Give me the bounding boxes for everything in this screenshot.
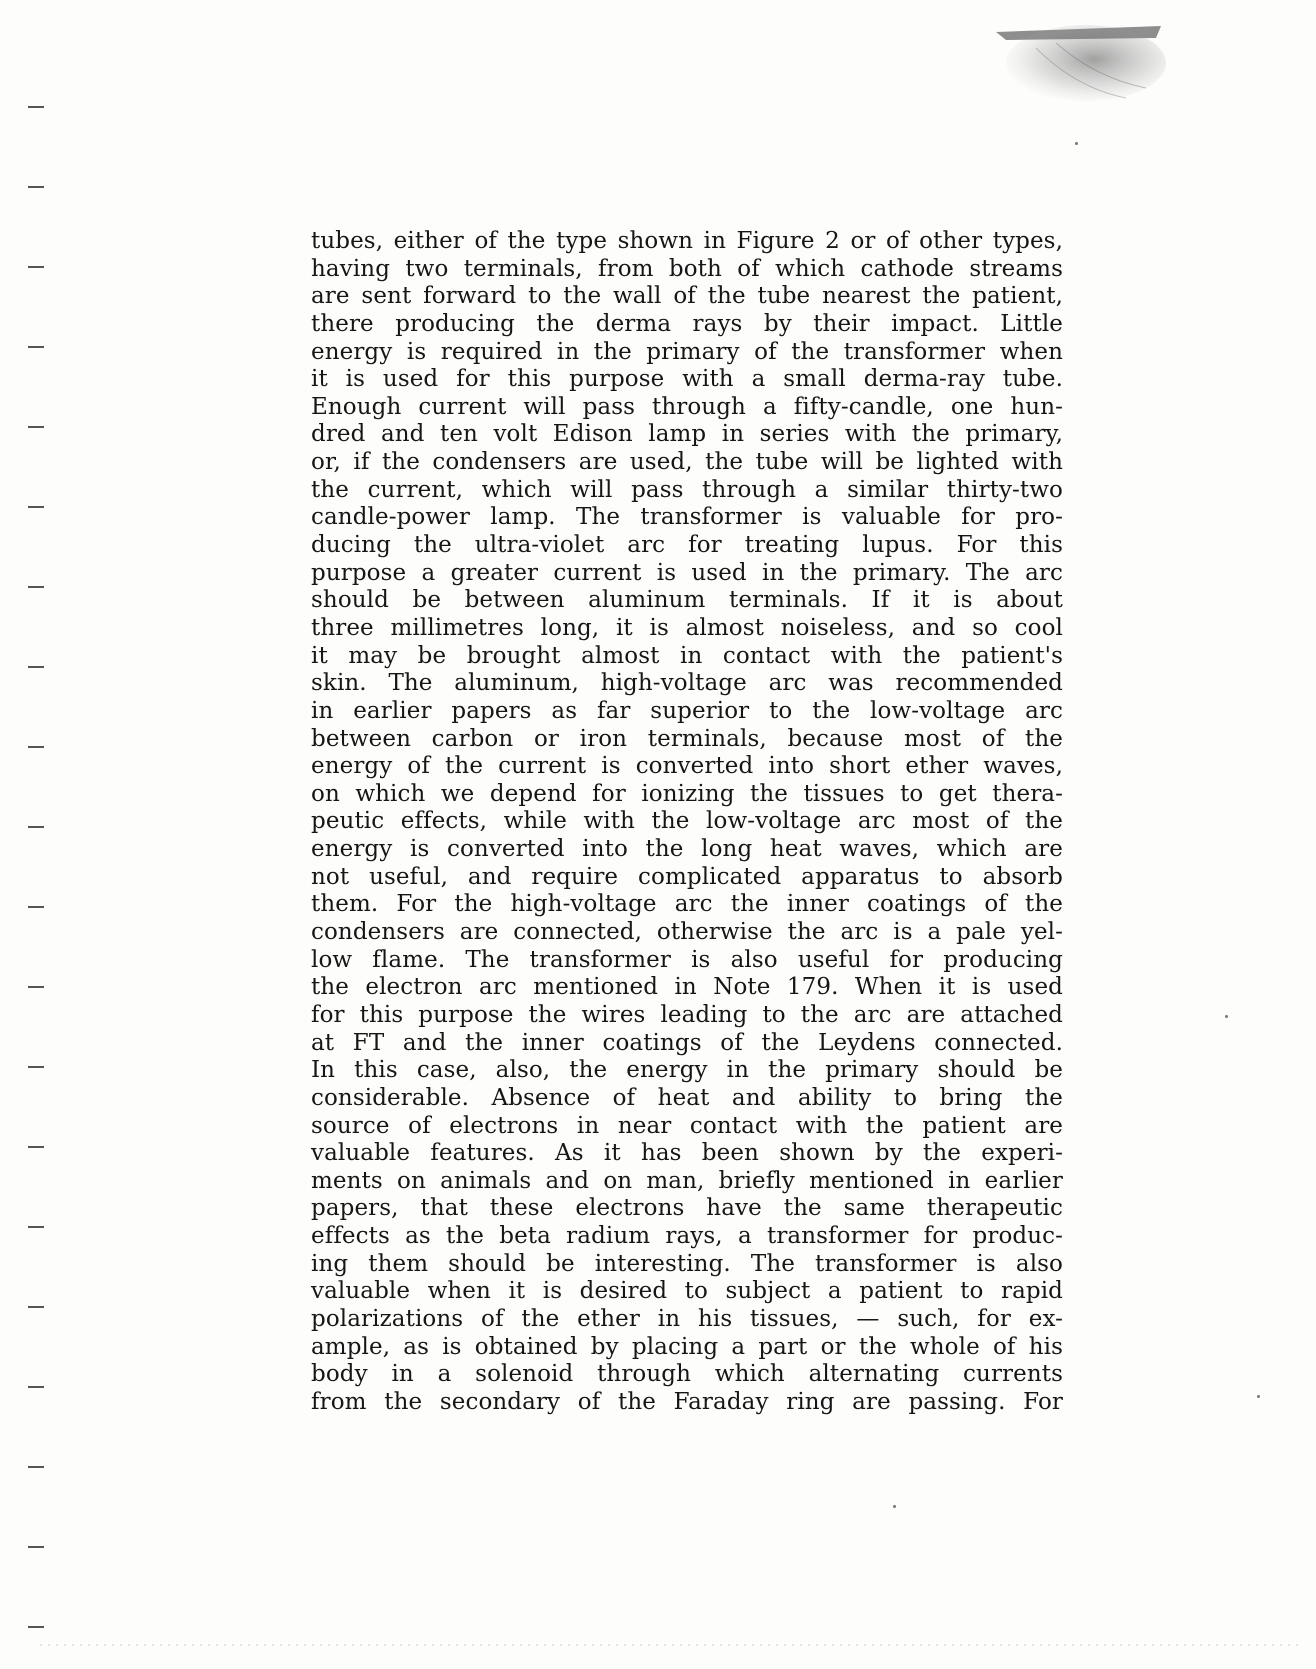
margin-tick	[28, 106, 44, 108]
margin-tick	[28, 1546, 44, 1548]
text-line: the current, which will pass through a similar thirty-two	[311, 476, 1063, 503]
margin-tick	[28, 1626, 44, 1628]
dust-speck	[1257, 1395, 1260, 1398]
text-line: skin. The aluminum, high-voltage arc was recommended	[311, 670, 1063, 697]
text-line: not useful, and require complicated apparatus to absorb	[311, 863, 1063, 890]
text-line: energy of the current is converted into short ether waves,	[311, 753, 1063, 780]
text-line: tubes, either of the type shown in Figure 2 or of other types,	[311, 228, 1063, 254]
margin-tick	[28, 1306, 44, 1308]
text-line: them. For the high-voltage arc the inner coatings of the	[311, 891, 1063, 918]
text-line: three millimetres long, it is almost noiseless, and so cool	[311, 614, 1063, 641]
text-line: in earlier papers as far superior to the low-voltage arc	[311, 697, 1063, 724]
margin-tick	[28, 346, 44, 348]
text-line: ments on animals and on man, briefly mentioned in earlier	[311, 1167, 1063, 1194]
text-line: there producing the derma rays by their impact. Little	[311, 310, 1063, 337]
margin-tick	[28, 1066, 44, 1068]
text-line: effects as the beta radium rays, a transformer for produc-	[311, 1223, 1063, 1250]
binding-margin-marks	[28, 100, 48, 1640]
text-line: ducing the ultra-violet arc for treating lupus. For this	[311, 532, 1063, 559]
text-line: it is used for this purpose with a small derma-ray tube.	[311, 366, 1063, 393]
scan-edge-streak	[40, 1642, 1300, 1648]
text-line: valuable when it is desired to subject a patient to rapid	[311, 1278, 1063, 1305]
text-line: source of electrons in near contact with the patient are	[311, 1112, 1063, 1139]
margin-tick	[28, 186, 44, 188]
text-line: energy is converted into the long heat waves, which are	[311, 836, 1063, 863]
text-line: should be between aluminum terminals. If it is about	[311, 587, 1063, 614]
margin-tick	[28, 1386, 44, 1388]
margin-tick	[28, 266, 44, 268]
margin-tick	[28, 666, 44, 668]
dust-speck	[1075, 142, 1078, 145]
text-line: from the secondary of the Faraday ring are passing. For	[311, 1388, 1063, 1415]
text-line: on which we depend for ionizing the tissues to get thera-	[311, 780, 1063, 807]
margin-tick	[28, 506, 44, 508]
text-line: energy is required in the primary of the transformer when	[311, 338, 1063, 365]
text-line: ample, as is obtained by placing a part or the whole of his	[311, 1333, 1063, 1360]
margin-tick	[28, 426, 44, 428]
text-line: condensers are connected, otherwise the arc is a pale yel-	[311, 919, 1063, 946]
text-line: body in a solenoid through which alternating currents	[311, 1361, 1063, 1388]
text-line: the electron arc mentioned in Note 179. When it is used	[311, 974, 1063, 1001]
text-line: it may be brought almost in contact with the patient's	[311, 642, 1063, 669]
text-line: between carbon or iron terminals, because most of the	[311, 725, 1063, 752]
margin-tick	[28, 986, 44, 988]
text-line: polarizations of the ether in his tissues, — such, for ex-	[311, 1305, 1063, 1332]
body-text	[311, 228, 1063, 1417]
text-line: are sent forward to the wall of the tube nearest the patient,	[311, 283, 1063, 310]
text-line: purpose a greater current is used in the primary. The arc	[311, 559, 1063, 586]
text-line: peutic effects, while with the low-voltage arc most of the	[311, 808, 1063, 835]
margin-tick	[28, 826, 44, 828]
margin-tick	[28, 1466, 44, 1468]
text-line: low flame. The transformer is also useful for producing	[311, 946, 1063, 973]
text-line: at FT and the inner coatings of the Leydens connected.	[311, 1029, 1063, 1056]
dust-speck	[893, 1505, 896, 1508]
margin-tick	[28, 906, 44, 908]
text-line: for this purpose the wires leading to the arc are attached	[311, 1001, 1063, 1028]
margin-tick	[28, 746, 44, 748]
margin-tick	[28, 1226, 44, 1228]
text-line: In this case, also, the energy in the primary should be	[311, 1057, 1063, 1084]
text-line: valuable features. As it has been shown by the experi-	[311, 1140, 1063, 1167]
text-line: having two terminals, from both of which cathode streams	[311, 255, 1063, 282]
margin-tick	[28, 1146, 44, 1148]
text-line: ing them should be interesting. The transformer is also	[311, 1250, 1063, 1277]
text-line: papers, that these electrons have the same therapeutic	[311, 1195, 1063, 1222]
text-line: Enough current will pass through a fifty-candle, one hun-	[311, 393, 1063, 420]
text-line: dred and ten volt Edison lamp in series with the primary,	[311, 421, 1063, 448]
text-line: considerable. Absence of heat and ability to bring the	[311, 1084, 1063, 1111]
text-line: candle-power lamp. The transformer is valuable for pro-	[311, 504, 1063, 531]
margin-tick	[28, 586, 44, 588]
dust-speck	[1225, 1015, 1228, 1018]
text-line: or, if the condensers are used, the tube will be lighted with	[311, 449, 1063, 476]
scan-smudge-mark	[976, 18, 1166, 108]
